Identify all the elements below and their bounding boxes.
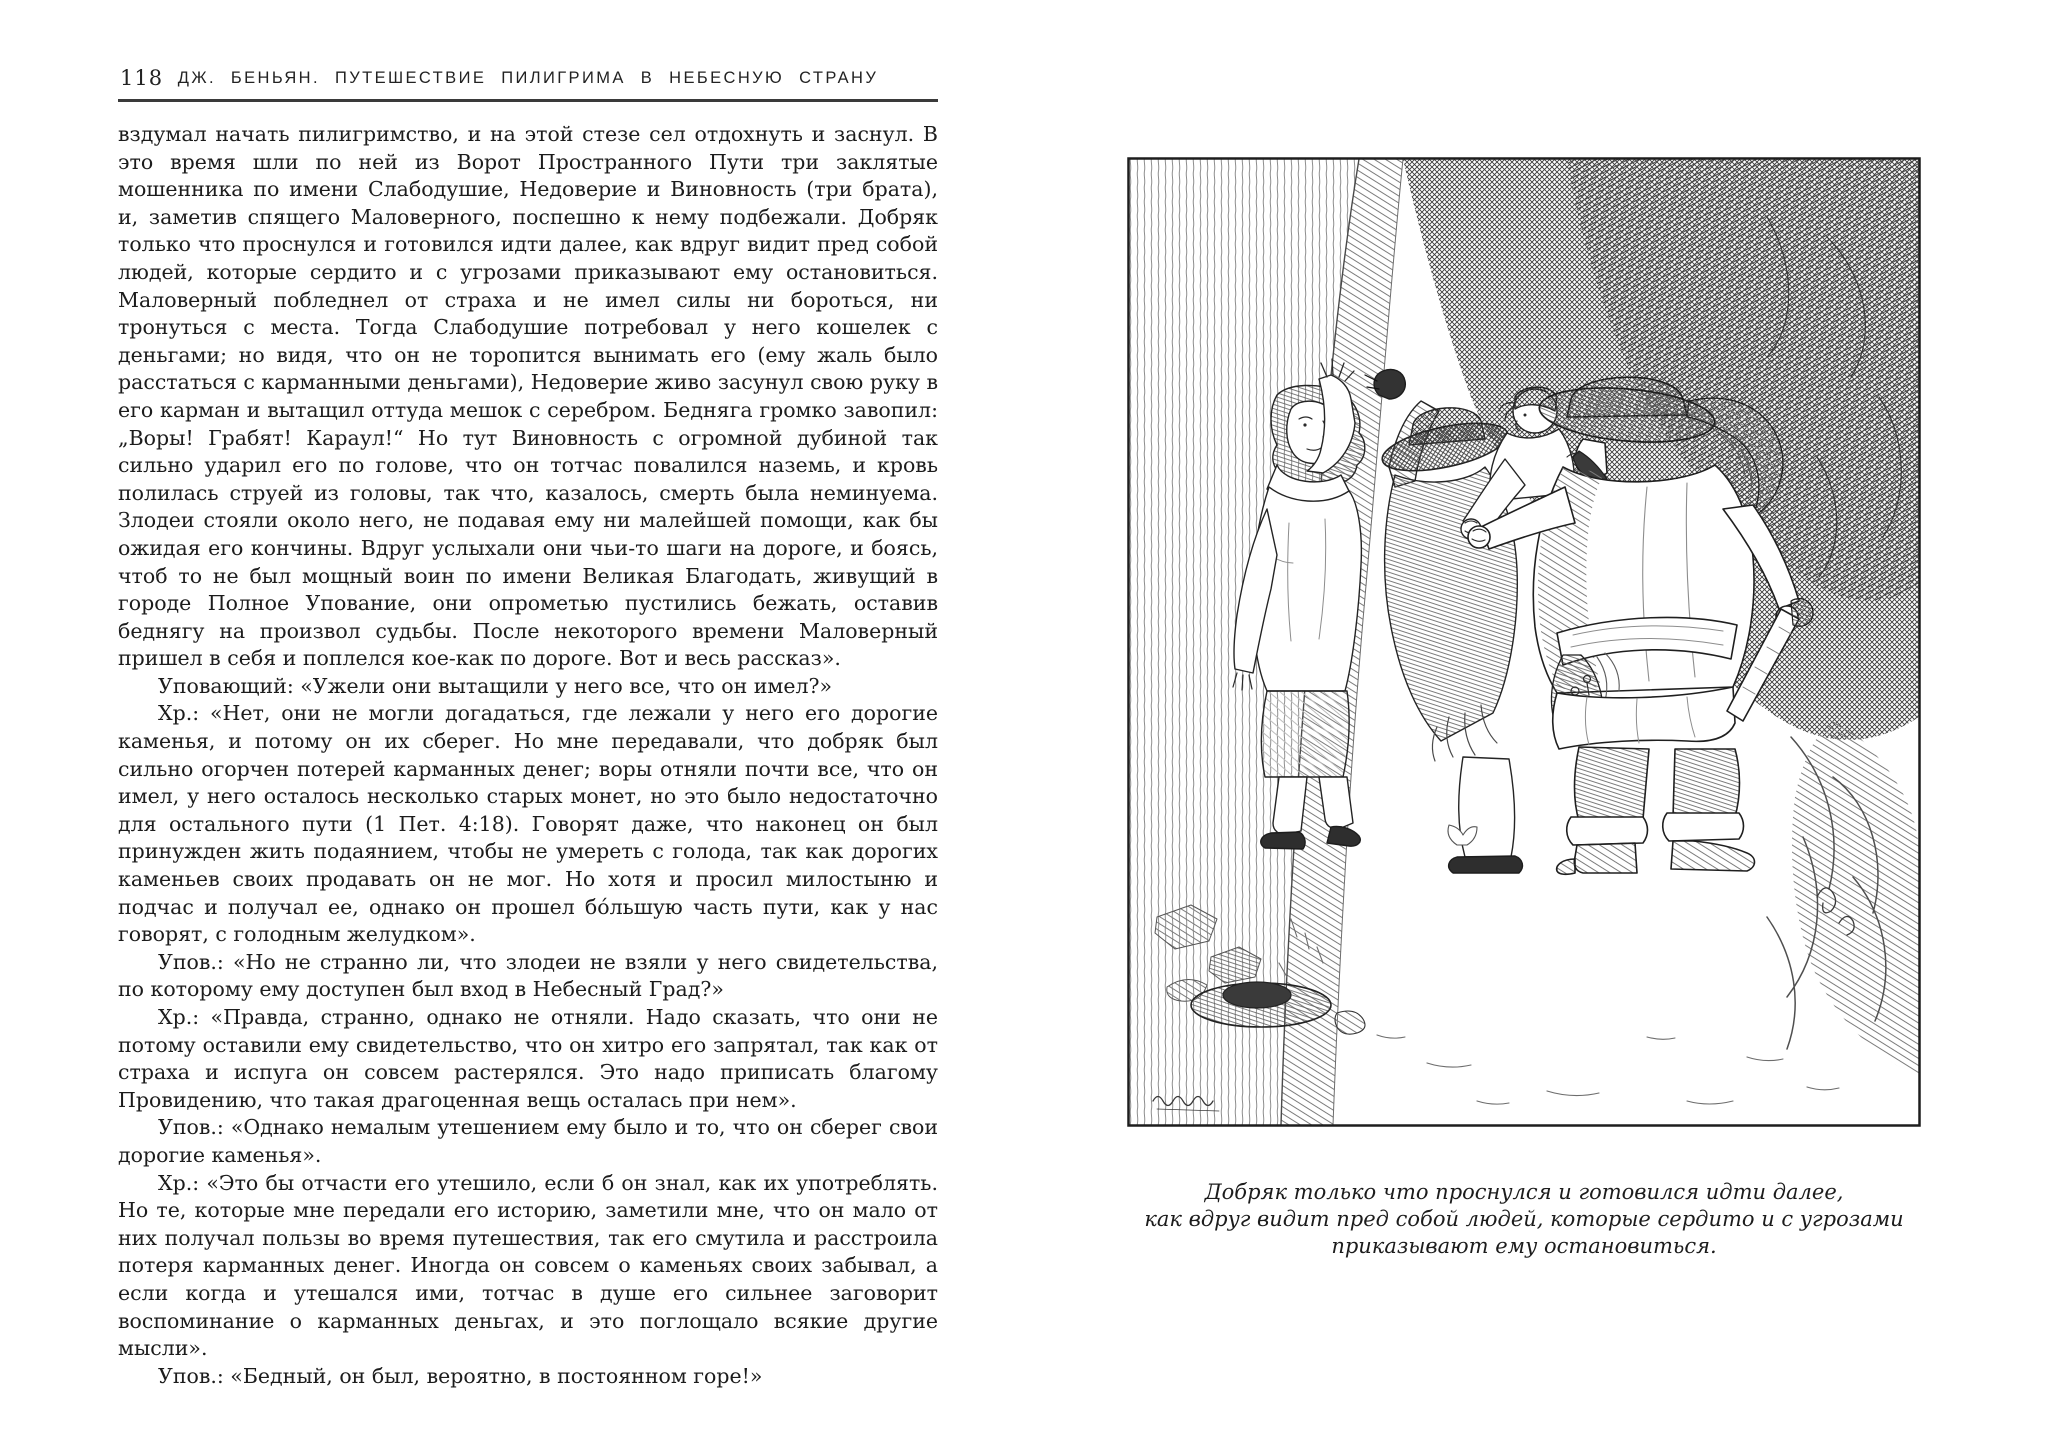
running-title: ДЖ. БЕНЬЯН. ПУТЕШЕСТВИЕ ПИЛИГРИМА В НЕБЕСНУЮ СТРАНУ (177, 69, 879, 87)
caption-line: как вдруг видит пред собой людей, которые сердито и с угрозами (1144, 1207, 1904, 1231)
paragraph: Упов.: «Но не странно ли, что злодеи не взяли у него свидетельства, по которому ему доступен был вход в Небесный Град?» (118, 949, 938, 1002)
paragraph: Уповающий: «Ужели они вытащили у него все, что он имел?» (158, 673, 833, 698)
left-page (118, 62, 938, 1390)
body-text (118, 121, 938, 1390)
illustration-figure (1127, 157, 1921, 1260)
header-rule (118, 99, 938, 102)
paragraph: Хр.: «Нет, они не могли догадаться, где лежали у него его дорогие каменья, и потому он их сберег. Но мне передавали, что добряк был сильно огорчен потерей карманных денег; воры отняли почти все, что он имел, у него осталось несколько старых монет, но это было недостаточно для остального пути (1 Пет. 4:18). Говорят даже, что наконец он был принужден жить подаянием, чтобы не умереть с голода, так как дорогих каменьев своих продавать он не мог. Но хотя и просил милостыню и подчас и получал ее, однако он прошел бо́льшую часть пути, как у нас говорят, с голодным желудком». (118, 701, 938, 947)
paragraph: Хр.: «Это бы отчасти его утешило, если б он знал, как их употреблять. Но те, которые мне передали его историю, заметили мне, что он мало от них получал пользы во время путешествия, так его смутила и расстроила потеря карманных денег. Иногда он совсем о каменьях своих забывал, а если когда и утешался ими, тотчас в душе его сильнее заговорит воспоминание о карманных деньгах, и это поглощало всякие другие мысли». (118, 1170, 938, 1361)
page-number: 118 (120, 66, 164, 90)
caption-line: приказывают ему остановиться. (1331, 1234, 1717, 1258)
paragraph: Упов.: «Бедный, он был, вероятно, в постоянном горе!» (158, 1363, 763, 1388)
caption-line: Добряк только что проснулся и готовился идти далее, (1204, 1180, 1844, 1204)
right-page (1127, 157, 1921, 1260)
paragraph: Упов.: «Однако немалым утешением ему было и то, что он сберег свои дорогие каменья». (118, 1115, 938, 1167)
illustration-caption (1127, 1179, 1921, 1260)
paragraph: Хр.: «Правда, странно, однако не отняли. Надо сказать, что они не потому оставили ему свидетельство, что он хитро его запрятал, так как от страха и испуга он совсем растерялся. Это надо приписать благому Провидению, что такая драгоценная вещь осталась при нем». (118, 1005, 938, 1112)
engraving-illustration (1127, 157, 1921, 1127)
paragraph: вздумал начать пилигримство, и на этой стезе сел отдохнуть и заснул. В это время шли по ней из Ворот Пространного Пути три заклятые мошенника по имени Слабодушие, Недоверие и Виновность (три брата), и, заметив спящего Маловерного, поспешно к нему подбежали. Добряк только что проснулся и готовился идти далее, как вдруг видит пред собой людей, которые сердито и с угрозами приказывают ему остановиться. Маловерный побледнел от страха и не имел силы ни бороться, ни тронуться с места. Тогда Слабодушие потребовал у него кошелек с деньгами; но видя, что он не торопится вынимать его (ему жаль было расстаться с карманными деньгами), Недоверие живо засунул свою руку в его карман и вытащил оттуда мешок с серебром. Бедняга громко завопил: „Воры! Грабят! Караул!“ Но тут Виновность с огромной дубиной так сильно ударил его по голове, что он тотчас повалился наземь, и кровь полилась струей из головы, так что, казалось, смерть была неминуема. Злодеи стояли около него, не подавая ему ни малейшей помощи, как бы ожидая его кончины. Вдруг услыхали они чьи-то шаги на дороге, и боясь, чтоб то не был мощный воин по имени Великая Благодать, живущий в городе Полное Упование, они опрометью пустились бежать, оставив беднягу на произвол судьбы. После некоторого времени Маловерный пришел в себя и поплелся кое-как по дороге. Вот и весь рассказ». (118, 122, 938, 671)
page-header (118, 62, 938, 94)
